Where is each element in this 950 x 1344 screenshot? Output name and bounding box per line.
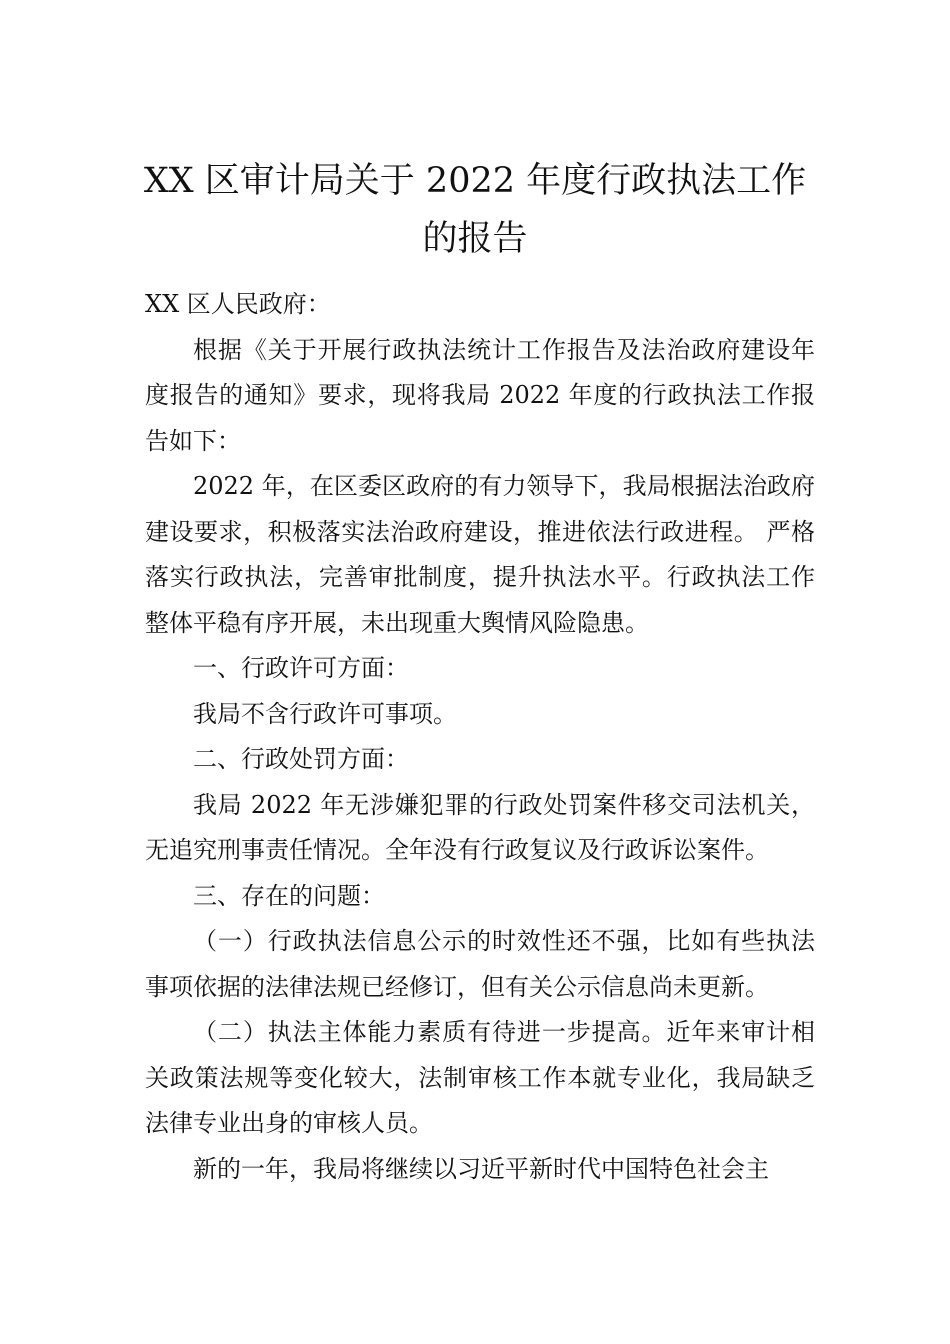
section-heading-licensing: 一、行政许可方面： <box>193 654 409 682</box>
title-line-1: XX 区审计局关于 2022 年度行政执法工作 <box>143 161 807 201</box>
paragraph-problem-2: （二）执法主体能力素质有待进一步提高。近年来审计相关政策法规等变化较大，法制审核工作本就专业化，我局缺乏法律专业出身的审核人员。 <box>145 1018 815 1137</box>
paragraph-licensing: 我局不含行政许可事项。 <box>193 699 457 728</box>
document-title <box>0 152 950 268</box>
paragraph-penalty: 我局 2022 年无涉嫌犯罪的行政处罚案件移交司法机关，无追究刑事责任情况。全年没有行政复议及行政诉讼案件。 <box>145 790 815 864</box>
document-body <box>145 282 815 1192</box>
salutation: XX 区人民政府： <box>145 290 331 318</box>
paragraph-new-year: 新的一年，我局将继续以习近平新时代中国特色社会主 <box>193 1154 769 1183</box>
paragraph-overview: 2022 年，在区委区政府的有力领导下，我局根据法治政府建设要求，积极落实法治政府建设，推进依法行政进程。 严格落实行政执法，完善审批制度，提升执法水平。行政执法工作整体平稳有序开展，未出现重大舆情风险隐患。 <box>145 472 815 637</box>
paragraph-intro: 根据《关于开展行政执法统计工作报告及法治政府建设年度报告的通知》要求，现将我局 2022 年度的行政执法工作报告如下： <box>145 335 815 455</box>
paragraph-problem-1: （一）行政执法信息公示的时效性还不强，比如有些执法事项依据的法律法规已经修订，但有关公示信息尚未更新。 <box>145 927 815 1001</box>
title-line-2: 的报告 <box>422 219 528 259</box>
section-heading-penalty: 二、行政处罚方面： <box>193 745 409 773</box>
section-heading-problems: 三、存在的问题： <box>193 881 385 910</box>
